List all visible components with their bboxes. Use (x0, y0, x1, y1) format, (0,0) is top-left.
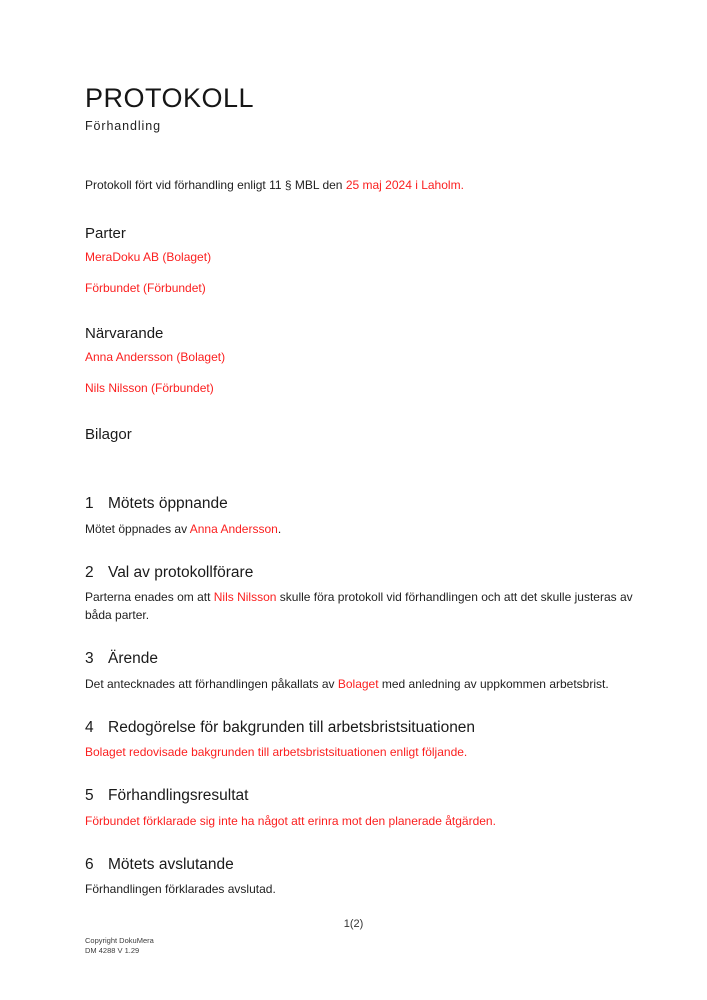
section-title: Ärende (108, 650, 158, 667)
section-number: 5 (85, 787, 94, 804)
placeholder-text: Bolaget redovisade bakgrunden till arbetsbristsituationen enligt följande. (85, 745, 468, 759)
group-bilagor (85, 427, 633, 452)
party-item: Nils Nilsson (Förbundet) (85, 381, 214, 395)
group-parter (85, 226, 633, 313)
section-heading (85, 563, 633, 583)
section-6 (85, 855, 633, 899)
party-item: MeraDoku AB (Bolaget) (85, 250, 212, 264)
section-title: Val av protokollförare (108, 563, 254, 581)
section-heading (85, 855, 633, 875)
placeholder-text: Bolaget (337, 676, 379, 691)
placeholder-text: Förbundet förklarade sig inte ha något att erinra mot den planerade åtgärden. (85, 813, 496, 828)
body-text: Mötet öppnades av (85, 521, 190, 536)
placeholder-text: 25 maj 2024 i Laholm. (345, 178, 464, 192)
body-text: Förhandlingen förklarades avslutad. (85, 882, 276, 896)
intro-paragraph (85, 178, 633, 192)
section-body (85, 520, 633, 538)
parter-heading: Parter (85, 225, 126, 242)
body-text: med anledning av uppkommen arbetsbrist. (378, 676, 609, 691)
section-title: Mötets öppnande (108, 495, 228, 512)
section-number: 1 (85, 495, 94, 512)
section-body (85, 743, 633, 761)
section-number: 3 (85, 650, 94, 667)
placeholder-text: Nils Nilsson (213, 590, 277, 604)
group-narvarande (85, 326, 633, 413)
footer-copyright (85, 936, 154, 956)
section-number: 4 (85, 718, 94, 736)
section-heading (85, 494, 633, 514)
document-subtitle: Förhandling (85, 119, 161, 133)
parter-items (85, 251, 633, 295)
party-item: Förbundet (Förbundet) (85, 281, 206, 295)
section-5 (85, 786, 633, 830)
section-title: Förhandlingsresultat (108, 787, 249, 804)
document-title: PROTOKOLL (85, 83, 255, 113)
section-number: 6 (85, 855, 94, 873)
document-header (85, 82, 254, 133)
bilagor-heading: Bilagor (85, 426, 132, 443)
body-text: Parterna enades om att (85, 590, 214, 604)
section-body (85, 675, 633, 693)
section-heading (85, 649, 633, 669)
section-number: 2 (85, 563, 94, 581)
section-heading (85, 718, 633, 738)
narvarande-items (85, 351, 633, 395)
placeholder-text: Anna Andersson (189, 521, 278, 536)
body-text: Det antecknades att förhandlingen påkallats av (85, 676, 338, 691)
section-3 (85, 649, 633, 693)
narvarande-heading: Närvarande (85, 325, 164, 342)
section-title: Redogörelse för bakgrunden till arbetsbristsituationen (108, 718, 476, 736)
section-body (85, 880, 633, 898)
section-heading (85, 786, 633, 806)
section-title: Mötets avslutande (108, 855, 234, 873)
section-2 (85, 563, 633, 625)
section-4 (85, 718, 633, 762)
body-text: Protokoll fört vid förhandling enligt 11 § MBL den (85, 178, 346, 192)
party-item: Anna Andersson (Bolaget) (85, 350, 226, 364)
page-number: 1(2) (343, 918, 364, 930)
body-text: skulle föra protokoll vid förhandlingen och att det skulle justeras av båda parter. (85, 590, 633, 622)
copyright-line: Copyright DokuMera (85, 936, 154, 945)
section-body (85, 588, 633, 624)
body-text: . (277, 521, 282, 536)
sections (85, 494, 633, 923)
section-1 (85, 494, 633, 538)
section-body (85, 812, 633, 830)
version-line: DM 4288 V 1.29 (85, 946, 140, 955)
